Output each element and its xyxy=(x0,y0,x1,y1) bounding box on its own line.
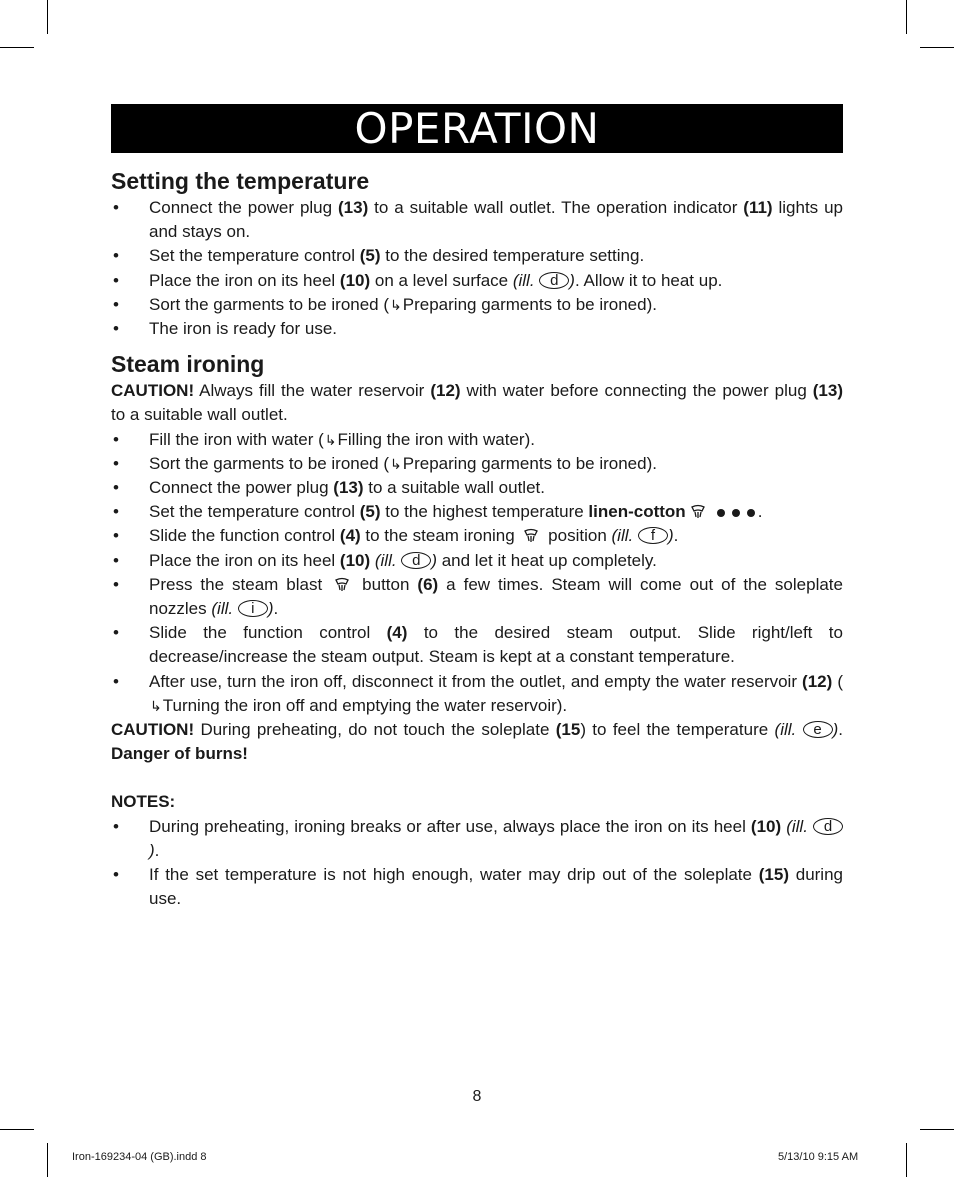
steam-icon xyxy=(334,577,350,592)
list-item: • Sort the garments to be ironed (↳Preparing garments to be ironed). xyxy=(111,452,843,476)
steam-steps-list xyxy=(111,428,843,718)
arrow-icon: ↳ xyxy=(390,296,402,313)
illustration-ref-i: i xyxy=(238,600,268,617)
temperature-steps-list xyxy=(111,196,843,341)
footer-filename: Iron-169234-04 (GB).indd 8 xyxy=(72,1151,207,1163)
list-item: • Connect the power plug (13) to a suitable wall outlet. The operation indicator (11) lights up and stays on. xyxy=(111,196,843,244)
page-title: OPERATION xyxy=(111,104,843,153)
list-item: • Slide the function control (4) to the desired steam output. Slide right/left to decrease/increase the steam output. Steam is kept at a constant temperature. xyxy=(111,621,843,669)
spacer xyxy=(111,766,843,790)
arrow-icon: ↳ xyxy=(324,431,337,448)
page-number: 8 xyxy=(472,1088,482,1105)
arrow-icon: ↳ xyxy=(150,697,162,714)
list-item: • Slide the function control (4) to the steam ironing position (ill. f ). xyxy=(111,524,843,548)
list-item: • Place the iron on its heel (10) on a level surface (ill. d ). Allow it to heat up. xyxy=(111,269,843,293)
caution-paragraph: CAUTION! Always fill the water reservoir (12) with water before connecting the power plug (13) to a suitable wall outlet. xyxy=(111,381,843,425)
list-item: • Set the temperature control (5) to the highest temperature linen-cotton . xyxy=(111,500,843,524)
list-item: • During preheating, ironing breaks or after use, always place the iron on its heel (10) (ill. d). xyxy=(111,815,843,863)
crop-mark-top-left-v xyxy=(47,0,48,34)
crop-mark-top-right-v xyxy=(906,0,907,34)
list-item: • The iron is ready for use. xyxy=(111,317,843,341)
list-item: • Fill the iron with water (↳Filling the iron with water). xyxy=(111,428,843,452)
list-item: • Sort the garments to be ironed (↳Preparing garments to be ironed). xyxy=(111,293,843,317)
main-content xyxy=(111,166,843,911)
illustration-ref-e: e xyxy=(803,721,833,738)
list-item: • Connect the power plug (13) to a suitable wall outlet. xyxy=(111,476,843,500)
arrow-icon: ↳ xyxy=(390,455,402,472)
list-item: • Place the iron on its heel (10) (ill. d ) and let it heat up completely. xyxy=(111,549,843,573)
illustration-ref-d: d xyxy=(813,818,843,835)
illustration-ref-f: f xyxy=(638,527,668,544)
illustration-ref-d: d xyxy=(539,272,569,289)
list-item: • Set the temperature control (5) to the desired temperature setting. xyxy=(111,244,843,268)
crop-mark-bottom-left-h xyxy=(0,1129,34,1130)
list-item: • Press the steam blast button (6) a few times. Steam will come out of the soleplate nozzles (ill. i ). xyxy=(111,573,843,621)
crop-mark-bottom-right-v xyxy=(906,1143,907,1177)
caution-paragraph: CAUTION! During preheating, do not touch the soleplate (15) to feel the temperature (ill. e ). Danger of burns! xyxy=(111,720,843,764)
footer-datetime: 5/13/10 9:15 AM xyxy=(778,1151,859,1163)
section-heading-temperature: Setting the temperature xyxy=(111,168,370,194)
steam-icon xyxy=(690,504,706,519)
list-item: • After use, turn the iron off, disconnect it from the outlet, and empty the water reservoir (12) (↳Turning the iron off and emptying the water reservoir). xyxy=(111,670,843,718)
notes-label: NOTES: xyxy=(111,792,176,812)
section-heading-steam: Steam ironing xyxy=(111,351,265,378)
three-dots-icon xyxy=(716,508,758,518)
crop-mark-top-right-h xyxy=(920,47,954,48)
crop-mark-bottom-left-v xyxy=(47,1143,48,1177)
crop-mark-bottom-right-h xyxy=(920,1129,954,1130)
notes-list xyxy=(111,815,843,912)
illustration-ref-d: d xyxy=(401,552,431,569)
list-item: • If the set temperature is not high enough, water may drip out of the soleplate (15) during use. xyxy=(111,863,843,911)
crop-mark-top-left-h xyxy=(0,47,34,48)
steam-icon xyxy=(523,528,539,543)
